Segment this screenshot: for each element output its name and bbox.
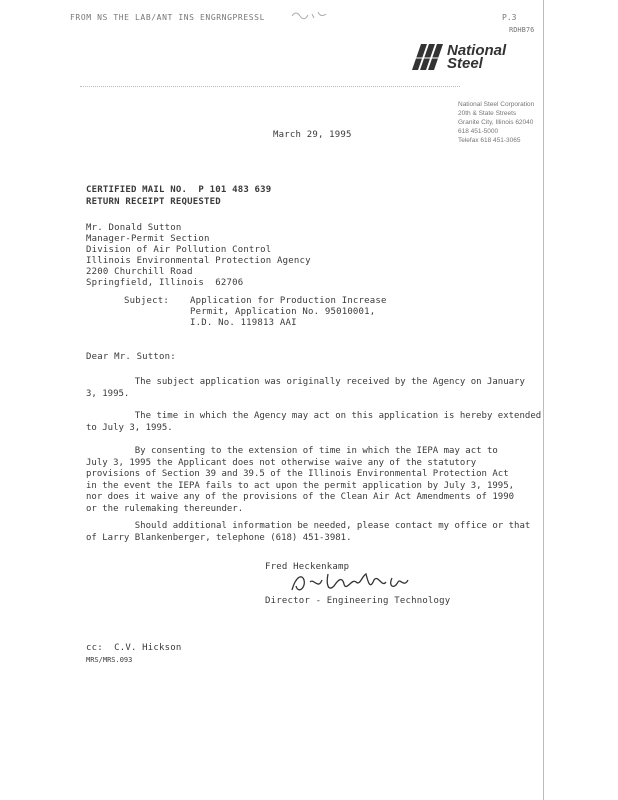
handwritten-signature — [288, 568, 428, 598]
recipient-line: Mr. Donald Sutton — [86, 223, 182, 233]
fax-margin-line — [543, 0, 544, 800]
subject-label: Subject: — [124, 296, 169, 306]
address-line: 20th & State Streets — [458, 110, 517, 117]
recipient-line: Manager-Permit Section — [86, 234, 210, 244]
margin-scribble — [290, 6, 330, 22]
mail-line: RETURN RECEIPT REQUESTED — [86, 197, 221, 207]
fax-header: FROM NS THE LAB/ANT INS ENGRNGPRESSL — [70, 13, 265, 22]
logo-line-2: Steel — [447, 55, 483, 72]
mail-line: CERTIFIED MAIL NO. P 101 483 639 — [86, 185, 272, 195]
page-marker: P.3 — [502, 13, 517, 22]
letterhead-divider — [80, 86, 460, 87]
recipient-line: Springfield, Illinois 62706 — [86, 278, 244, 288]
address-line: Telefax 618 451-3065 — [458, 137, 521, 144]
logo-line-1: National — [447, 42, 507, 59]
national-steel-mark-icon — [412, 44, 444, 70]
subject-line: Permit, Application No. 95010001, — [190, 307, 376, 317]
company-logo — [412, 44, 506, 70]
body-paragraph: Should additional information be needed, please contact my office or that of Larry Blankenberger, telephone (618) 451-3981. — [86, 521, 531, 543]
letter-date: March 29, 1995 — [273, 130, 352, 140]
address-line: National Steel Corporation — [458, 101, 535, 108]
signer-title: Director - Engineering Technology — [265, 596, 451, 606]
subject-line: I.D. No. 119813 AAI — [190, 318, 297, 328]
file-id: RDHB76 — [509, 26, 535, 34]
body-paragraph: By consenting to the extension of time in which the IEPA may act to July 3, 1995 the Applicant does not otherwise waive any of the statutory provisions of Section 39 and 39.5 of the Illinois Environmental Protection Act in the event the IEPA fails to act upon the permit application by July 3, 1995, nor does it waive any of the provisions of the Clean Air Act Amendments of 1990 or the rulemaking thereunder. — [86, 446, 515, 514]
salutation: Dear Mr. Sutton: — [86, 352, 176, 362]
body-paragraph: The time in which the Agency may act on this application is hereby extended to July 3, 1995. — [86, 411, 542, 433]
recipient-line: Illinois Environmental Protection Agency — [86, 256, 311, 266]
body-paragraph: The subject application was originally received by the Agency on January 3, 1995. — [86, 377, 525, 399]
recipient-line: Division of Air Pollution Control — [86, 245, 272, 255]
recipient-line: 2200 Churchill Road — [86, 267, 193, 277]
signer-name: Fred Heckenkamp — [265, 562, 350, 572]
company-address — [458, 100, 534, 145]
subject-line: Application for Production Increase — [190, 296, 387, 306]
cc-line: cc: C.V. Hickson — [86, 643, 182, 653]
reference-line: MRS/MRS.093 — [86, 656, 133, 664]
address-line: Granite City, Illinois 62040 — [458, 119, 534, 126]
address-line: 618 451-5000 — [458, 128, 499, 135]
